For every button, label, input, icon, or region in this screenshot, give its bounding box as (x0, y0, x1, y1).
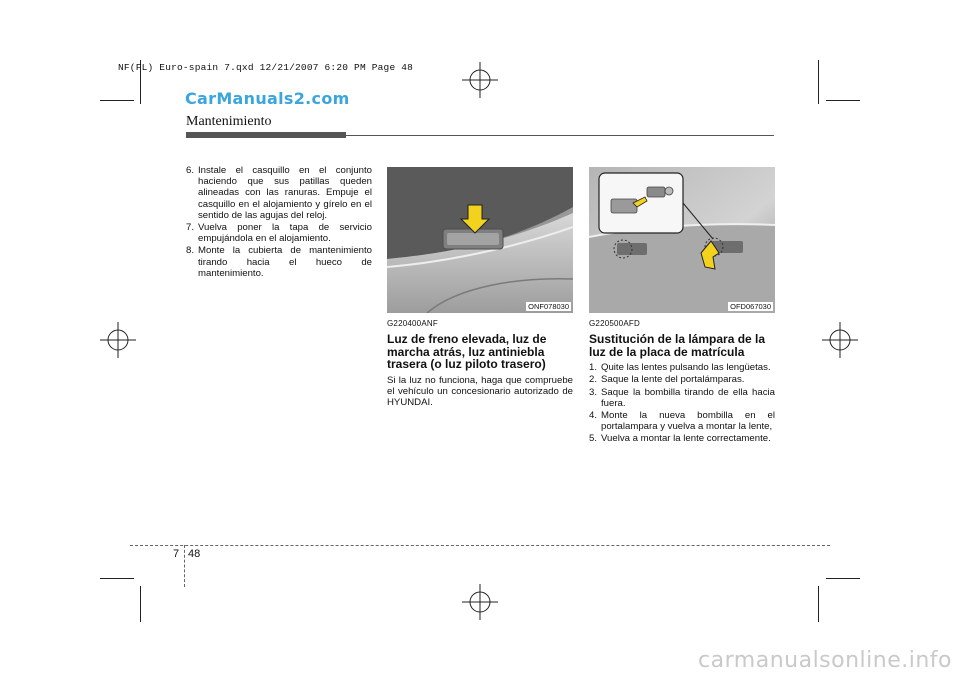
list-item: 5. Vuelva a montar la lente correctamente. (589, 433, 771, 445)
plate-lamp-image (589, 167, 775, 313)
crop-mark (100, 100, 134, 101)
crop-mark (818, 60, 819, 104)
footer-rule (130, 545, 830, 546)
licence-plate-lamp-illustration (589, 167, 775, 313)
crop-mark (826, 578, 860, 579)
left-column (186, 165, 372, 280)
registration-mark-icon (462, 62, 498, 98)
section-heading: Luz de freno elevada, luz de marcha atrás, luz antiniebla trasera (o luz piloto trasero) (387, 332, 547, 372)
title-rule (346, 135, 774, 136)
crop-mark (826, 100, 860, 101)
title-bar (186, 132, 346, 138)
list-item: 8. Monte la cubierta de mantenimiento tirando hacia el hueco de mantenimiento. (186, 245, 372, 279)
image-label: ONF078030 (528, 302, 569, 311)
list-item: 2. Saque la lente del portalámparas. (589, 374, 745, 386)
watermark-link[interactable]: carmanualsonline.info (698, 648, 952, 673)
section-code: G220500AFD (589, 319, 640, 328)
list-item: 4. Monte la nueva bombilla en el portalampara y vuelva a montar la lente, (589, 410, 775, 433)
list-item: 6. Instale el casquillo en el conjunto haciendo que sus patillas queden alineadas con las ranuras. Empuje el casquillo en el alojamiento y gírelo en el sentido de las agujas del reloj. (186, 165, 372, 221)
image-label: OFD067030 (730, 302, 771, 311)
section-heading: Sustitución de la lámpara de la luz de la placa de matrícula (589, 332, 766, 359)
watermark-link[interactable]: CarManuals2.com (185, 89, 350, 108)
list-item: 3. Saque la bombilla tirando de ella hacia fuera. (589, 386, 775, 409)
footer-divider (184, 545, 185, 587)
chapter-number: 7 (173, 548, 180, 560)
crop-mark (100, 578, 134, 579)
crop-mark (140, 586, 141, 622)
registration-mark-icon (100, 322, 136, 358)
file-header: NF(FL) Euro-spain 7.qxd 12/21/2007 6:20 PM Page 48 (118, 62, 414, 73)
registration-mark-icon (462, 584, 498, 620)
list-item: 7. Vuelva poner la tapa de servicio empujándola en el alojamiento. (186, 222, 372, 245)
middle-column (387, 318, 573, 408)
right-column (589, 318, 775, 446)
section-title: Mantenimiento (186, 114, 272, 129)
section-body: Si la luz no funciona, haga que compruebe el vehículo un concesionario autorizado de HYUNDAI. (387, 374, 573, 409)
crop-mark (818, 586, 819, 622)
stop-lamp-image (387, 167, 573, 313)
registration-mark-icon (822, 322, 858, 358)
list-item: 1. Quite las lentes pulsando las lengüetas. (589, 362, 771, 374)
car-rear-window-illustration (387, 167, 573, 313)
page-number: 48 (188, 548, 201, 560)
section-code: G220400ANF (387, 319, 438, 328)
